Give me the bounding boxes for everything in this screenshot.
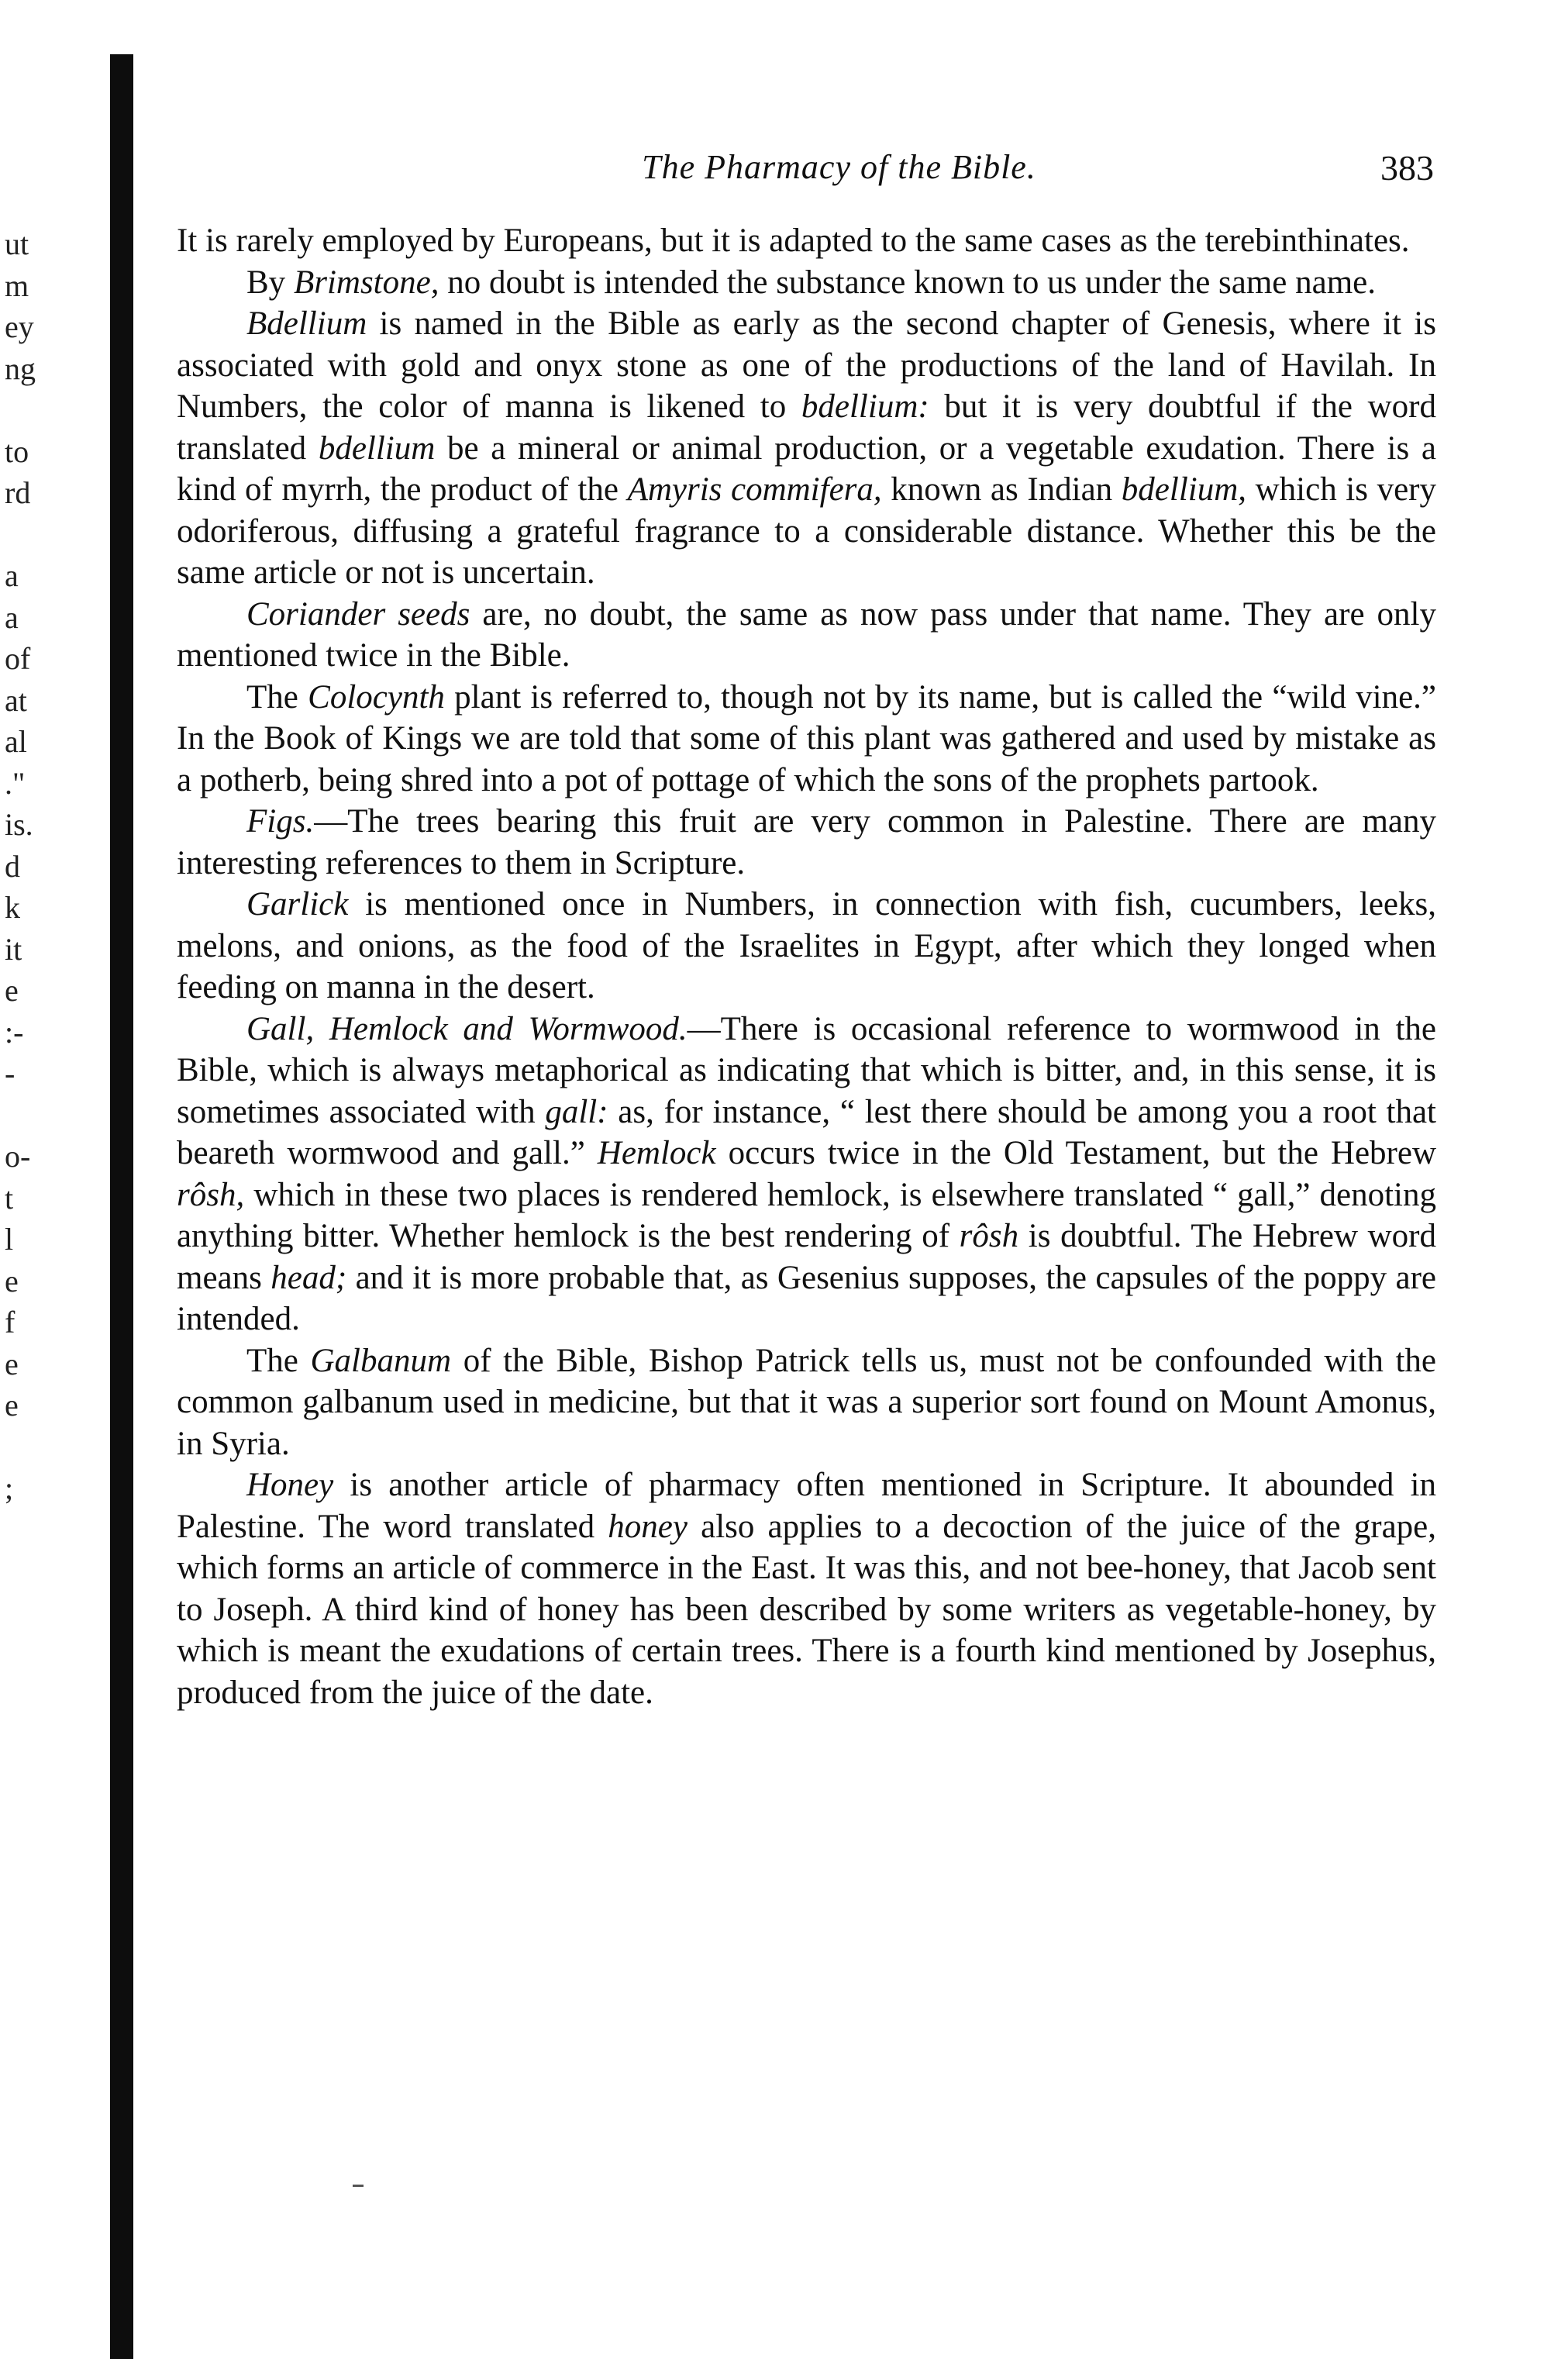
page-title: The Pharmacy of the Bible. <box>642 148 1036 186</box>
paragraph <box>177 303 1436 594</box>
text-run: The <box>246 1342 311 1379</box>
running-head <box>182 147 1434 202</box>
margin-fragment: a <box>5 558 19 593</box>
margin-fragment: is. <box>5 807 33 842</box>
text-run: which in these two places is rendered hemlock, is elsewhere translated “ gall,” denoting anything bitter. Whether hemlock is the best rendering of <box>177 1176 1436 1254</box>
text-run: is named in the Bible as early as the second chapter of Genesis, where it is associated with gold and onyx stone as one of the productions of the land of Havilah. In Numbers, the color of manna is likened to <box>177 305 1436 425</box>
binding-gutter <box>110 54 133 2359</box>
margin-fragment: e <box>5 1388 19 1423</box>
margin-fragment: t <box>5 1180 14 1216</box>
margin-fragment <box>5 1509 82 1551</box>
printer-mark <box>353 2185 364 2187</box>
italic-term: Hemlock <box>597 1135 716 1171</box>
text-run: of the Bible, Bishop Patrick tells us, must not be confounded with the common galbanum used in medicine, but that it was a superior sort found on Mount Amonus, in Syria. <box>177 1342 1436 1462</box>
text-run: as, for instance, “ lest there should be among you a root that beareth wormwood and gall.” <box>177 1093 1436 1171</box>
paragraph <box>177 594 1436 677</box>
margin-fragment: ey <box>5 309 34 344</box>
italic-term: Gall, Hemlock and Wormwood. <box>246 1010 688 1047</box>
italic-term: bdellium, <box>1121 471 1247 508</box>
text-run: plant is referred to, though not by its name, but is called the “wild vine.” In the Book of Kings we are told that some of this plant was gathered and used by mistake as a potherb, being shred into a pot of pottage of which the sons of the prophets partook. <box>177 678 1436 798</box>
text-run: which is very odoriferous, diffusing a grateful fragrance to a considerable distance. Whether this be the same article or not is uncertain. <box>177 471 1436 591</box>
text-run: but it is very doubtful if the word translated <box>177 388 1436 467</box>
italic-term: honey <box>608 1508 688 1545</box>
margin-fragment <box>5 1095 82 1136</box>
italic-term: Garlick <box>246 886 349 923</box>
margin-fragment: k <box>5 890 20 925</box>
margin-fragment: e <box>5 1263 19 1298</box>
text-run: It is rarely employed by Europeans, but it is adapted to the same cases as the terebinthinates. <box>177 222 1410 259</box>
italic-term: Brimstone, <box>293 264 439 301</box>
margin-fragment: ut <box>5 226 29 261</box>
italic-term: head; <box>271 1259 347 1296</box>
text-run: also applies to a decoction of the juice of the grape, which forms an article of commerce in the East. It was this, and not bee-honey, that Jacob sent to Joseph. A third kind of honey has been described by some writers as vegetable-honey, by which is meant the exudations of certain trees. There is a fourth kind mentioned by Josephus, produced from the juice of the date. <box>177 1508 1437 1711</box>
margin-fragment <box>5 514 82 556</box>
margin-fragment: f <box>5 1305 16 1340</box>
text-run: be a mineral or animal production, or a vegetable exudation. There is a kind of myrrh, the product of the <box>177 429 1436 508</box>
margin-fragment: rd <box>5 475 31 510</box>
italic-term: Honey <box>246 1467 334 1503</box>
margin-fragment: to <box>5 433 29 469</box>
text-run: The <box>246 678 308 716</box>
margin-fragment: ." <box>5 765 26 801</box>
paragraph <box>177 801 1436 884</box>
margin-fragment: it <box>5 931 22 967</box>
paragraph <box>177 1464 1436 1713</box>
italic-term: bdellium: <box>801 388 929 425</box>
paragraph <box>177 220 1436 262</box>
text-run: —The trees bearing this fruit are very common in Palestine. There are many interesting references to them in Scripture. <box>177 803 1436 881</box>
margin-fragment <box>5 1592 82 1634</box>
body-text <box>177 220 1436 1713</box>
margin-fragment: - <box>5 1056 16 1091</box>
margin-fragment: at <box>5 682 27 718</box>
margin-fragment: al <box>5 724 27 759</box>
paragraph <box>177 884 1436 1009</box>
text-run: —There is occasional reference to wormwood in the Bible, which is always metaphorical as indicating that which is bitter, and, in this sense, it is sometimes associated with <box>177 1010 1436 1130</box>
italic-term: bdellium <box>318 429 436 467</box>
margin-fragment: m <box>5 267 29 303</box>
paragraph <box>177 1340 1436 1465</box>
italic-term: Colocynth <box>308 678 445 716</box>
text-run: is doubtful. The Hebrew word means <box>177 1218 1436 1296</box>
text-run: occurs twice in the Old Testament, but the Hebrew <box>715 1135 1437 1171</box>
italic-term: Amyris commifera, <box>627 471 882 508</box>
margin-fragment: ng <box>5 350 36 386</box>
margin-fragment <box>5 1550 82 1592</box>
margin-fragment <box>5 1426 82 1468</box>
margin-fragment: e <box>5 973 19 1008</box>
italic-term: Figs. <box>246 803 315 840</box>
text-run: known as Indian <box>881 471 1122 508</box>
italic-term: Galbanum <box>310 1342 452 1379</box>
margin-fragment: ; <box>5 1471 14 1505</box>
margin-fragment: :- <box>5 1014 24 1050</box>
margin-fragment: a <box>5 599 19 635</box>
margin-fragment: d <box>5 848 20 884</box>
margin-fragment: of <box>5 641 31 676</box>
text-run: By <box>246 264 294 301</box>
italic-term: gall: <box>545 1093 608 1130</box>
italic-term: Coriander seeds <box>246 595 470 633</box>
italic-term: rôsh <box>959 1218 1019 1254</box>
text-run: no doubt is intended the substance known to us under the same name. <box>439 264 1377 301</box>
text-run: is mentioned once in Numbers, in connection with fish, cucumbers, leeks, melons, and onions, as the food of the Israelites in Egypt, after which they longed when feeding on manna in the desert. <box>177 886 1436 1005</box>
margin-fragment: o- <box>5 1139 31 1174</box>
page-number: 383 <box>1380 148 1434 188</box>
margin-fragment: l <box>5 1222 14 1257</box>
adjacent-page-margin <box>5 223 82 1633</box>
text-run: is another article of pharmacy often mentioned in Scripture. It abounded in Palestine. The word translated <box>177 1467 1436 1545</box>
italic-term: Bdellium <box>246 305 367 342</box>
italic-term: rôsh, <box>177 1176 245 1213</box>
paragraph <box>177 677 1436 802</box>
text-run: are, no doubt, the same as now pass under that name. They are only mentioned twice in the Bible. <box>177 595 1436 674</box>
margin-fragment: e <box>5 1346 19 1381</box>
text-run: and it is more probable that, as Gesenius supposes, the capsules of the poppy are intended. <box>177 1259 1436 1337</box>
paragraph <box>177 262 1436 304</box>
paragraph <box>177 1009 1436 1340</box>
margin-fragment <box>5 389 82 431</box>
